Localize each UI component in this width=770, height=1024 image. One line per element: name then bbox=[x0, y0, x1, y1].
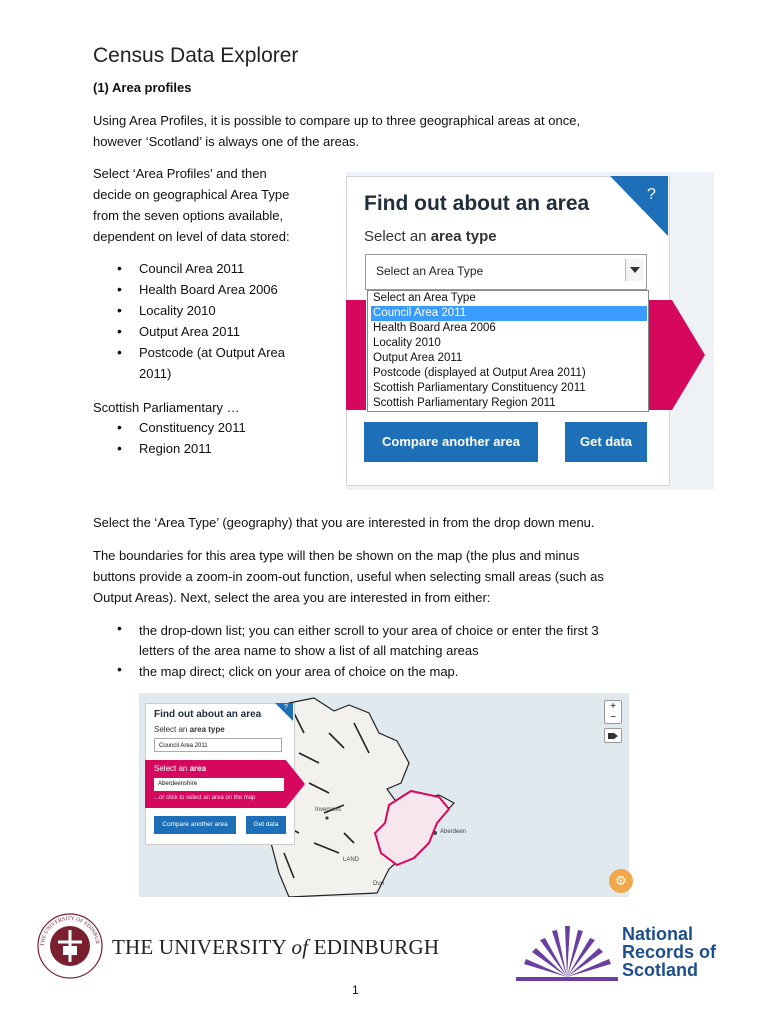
zoom-control[interactable] bbox=[604, 700, 622, 724]
map-help-icon[interactable]: ? bbox=[284, 704, 288, 711]
dropdown-option[interactable]: Output Area 2011 bbox=[373, 352, 463, 364]
dropdown-option[interactable]: Health Board Area 2006 bbox=[373, 322, 496, 334]
map-area-type-label: Select an area type bbox=[154, 725, 225, 734]
boundaries-line-2: buttons provide a zoom-in zoom-out function, useful when selecting small areas (such as bbox=[93, 569, 604, 584]
map-select-area-label: Select an area bbox=[154, 764, 207, 773]
university-wordmark: THE UNIVERSITY of EDINBURGH bbox=[112, 935, 440, 959]
dropdown-option[interactable]: Select an Area Type bbox=[373, 292, 476, 304]
area-type-list bbox=[117, 258, 317, 384]
select-line-2: decide on geographical Area Type bbox=[93, 187, 290, 202]
university-seal-logo bbox=[36, 912, 104, 980]
select-line-1: Select ‘Area Profiles’ and then bbox=[93, 166, 267, 181]
list-item bbox=[117, 342, 317, 384]
dropdown-option-selected[interactable]: Council Area 2011 bbox=[371, 306, 647, 321]
map-label-inverness: Inverness bbox=[315, 807, 342, 813]
gear-icon[interactable]: ⚙ bbox=[609, 869, 633, 893]
help-icon[interactable]: ? bbox=[647, 186, 656, 203]
bullet-dot: • bbox=[117, 661, 122, 677]
nrs-line-3: Scotland bbox=[622, 960, 699, 980]
select-line-3: from the seven options available, bbox=[93, 208, 284, 223]
dropdown-option[interactable]: Scottish Parliamentary Region 2011 bbox=[373, 397, 556, 409]
map-label-land: LAND bbox=[343, 857, 360, 863]
pink-band bbox=[346, 300, 366, 410]
intro-line-2: however ‘Scotland’ is always one of the areas. bbox=[93, 134, 360, 149]
list-item-text: Postcode (at Output Area bbox=[139, 345, 285, 360]
list-item: • Constituency 2011 bbox=[117, 417, 317, 438]
bullet-dot: • bbox=[117, 620, 122, 636]
intro-line-1: Using Area Profiles, it is possible to compare up to three geographical areas at once, bbox=[93, 113, 581, 128]
find-area-heading: Find out about an area bbox=[364, 192, 590, 215]
scottish-parliamentary-label: Scottish Parliamentary … bbox=[93, 400, 240, 415]
page-title: Census Data Explorer bbox=[93, 44, 299, 67]
map-area-type-select[interactable]: Council Area 2011 bbox=[154, 738, 282, 752]
map-hint: ...or click to select an area on the map bbox=[154, 795, 256, 801]
list-item: • Council Area 2011 bbox=[117, 258, 317, 279]
area-type-dropdown[interactable] bbox=[367, 290, 649, 412]
map-get-data-button[interactable]: Get data bbox=[246, 816, 286, 834]
map-method-line: the map direct; click on your area of choice on the map. bbox=[139, 664, 459, 679]
tag-icon[interactable] bbox=[604, 728, 622, 743]
dropdown-option[interactable]: Scottish Parliamentary Constituency 2011 bbox=[373, 382, 586, 394]
get-data-button[interactable]: Get data bbox=[565, 422, 647, 462]
boundaries-line-1: The boundaries for this area type will then be shown on the map (the plus and minus bbox=[93, 548, 580, 563]
zoom-out-button[interactable]: − bbox=[610, 712, 616, 723]
page-number: 1 bbox=[352, 983, 359, 997]
nrs-wordmark bbox=[622, 925, 716, 979]
list-item: • Output Area 2011 bbox=[117, 321, 317, 342]
map-compare-area-button[interactable]: Compare another area bbox=[154, 816, 236, 834]
compare-area-button[interactable]: Compare another area bbox=[364, 422, 538, 462]
area-type-select-value: Select an Area Type bbox=[376, 264, 484, 278]
map-label-dun: Dun bbox=[373, 881, 385, 887]
nrs-fan-logo bbox=[512, 922, 622, 982]
map-find-area-heading: Find out about an area bbox=[154, 709, 262, 720]
select-area-type-paragraph: Select the ‘Area Type’ (geography) that you are interested in from the drop down menu. bbox=[93, 515, 595, 530]
svg-text:THE UNIVERSITY OF EDINBURGH: THE UNIVERSITY OF EDINBUR bbox=[39, 915, 100, 947]
dropdown-option[interactable]: Postcode (displayed at Output Area 2011) bbox=[373, 367, 586, 379]
dropdown-method-line-2: letters of the area name to show a list of all matching areas bbox=[139, 643, 479, 658]
dropdown-method-line-1: the drop-down list; you can either scroll to your area of choice or enter the first 3 bbox=[139, 623, 599, 638]
boundaries-line-3: Output Areas). Next, select the area you are interested in from either: bbox=[93, 590, 491, 605]
select-line-4: dependent on level of data stored: bbox=[93, 229, 290, 244]
chevron-down-icon[interactable] bbox=[625, 259, 644, 281]
list-item: • Locality 2010 bbox=[117, 300, 317, 321]
list-item: • Health Board Area 2006 bbox=[117, 279, 317, 300]
map-label-aberdeen: Aberdeen bbox=[440, 829, 467, 835]
section-heading: (1) Area profiles bbox=[93, 80, 192, 95]
area-type-label: Select an area type bbox=[364, 228, 497, 245]
dropdown-option[interactable]: Locality 2010 bbox=[373, 337, 441, 349]
zoom-in-button[interactable]: + bbox=[610, 701, 616, 712]
nrs-line-2: Records of bbox=[622, 942, 717, 962]
list-item-text: 2011) bbox=[139, 366, 172, 381]
parliamentary-list bbox=[117, 417, 317, 459]
nrs-line-1: National bbox=[622, 924, 694, 944]
map-area-input[interactable]: Aberdeenshire bbox=[154, 778, 284, 791]
list-item: • Region 2011 bbox=[117, 438, 317, 459]
